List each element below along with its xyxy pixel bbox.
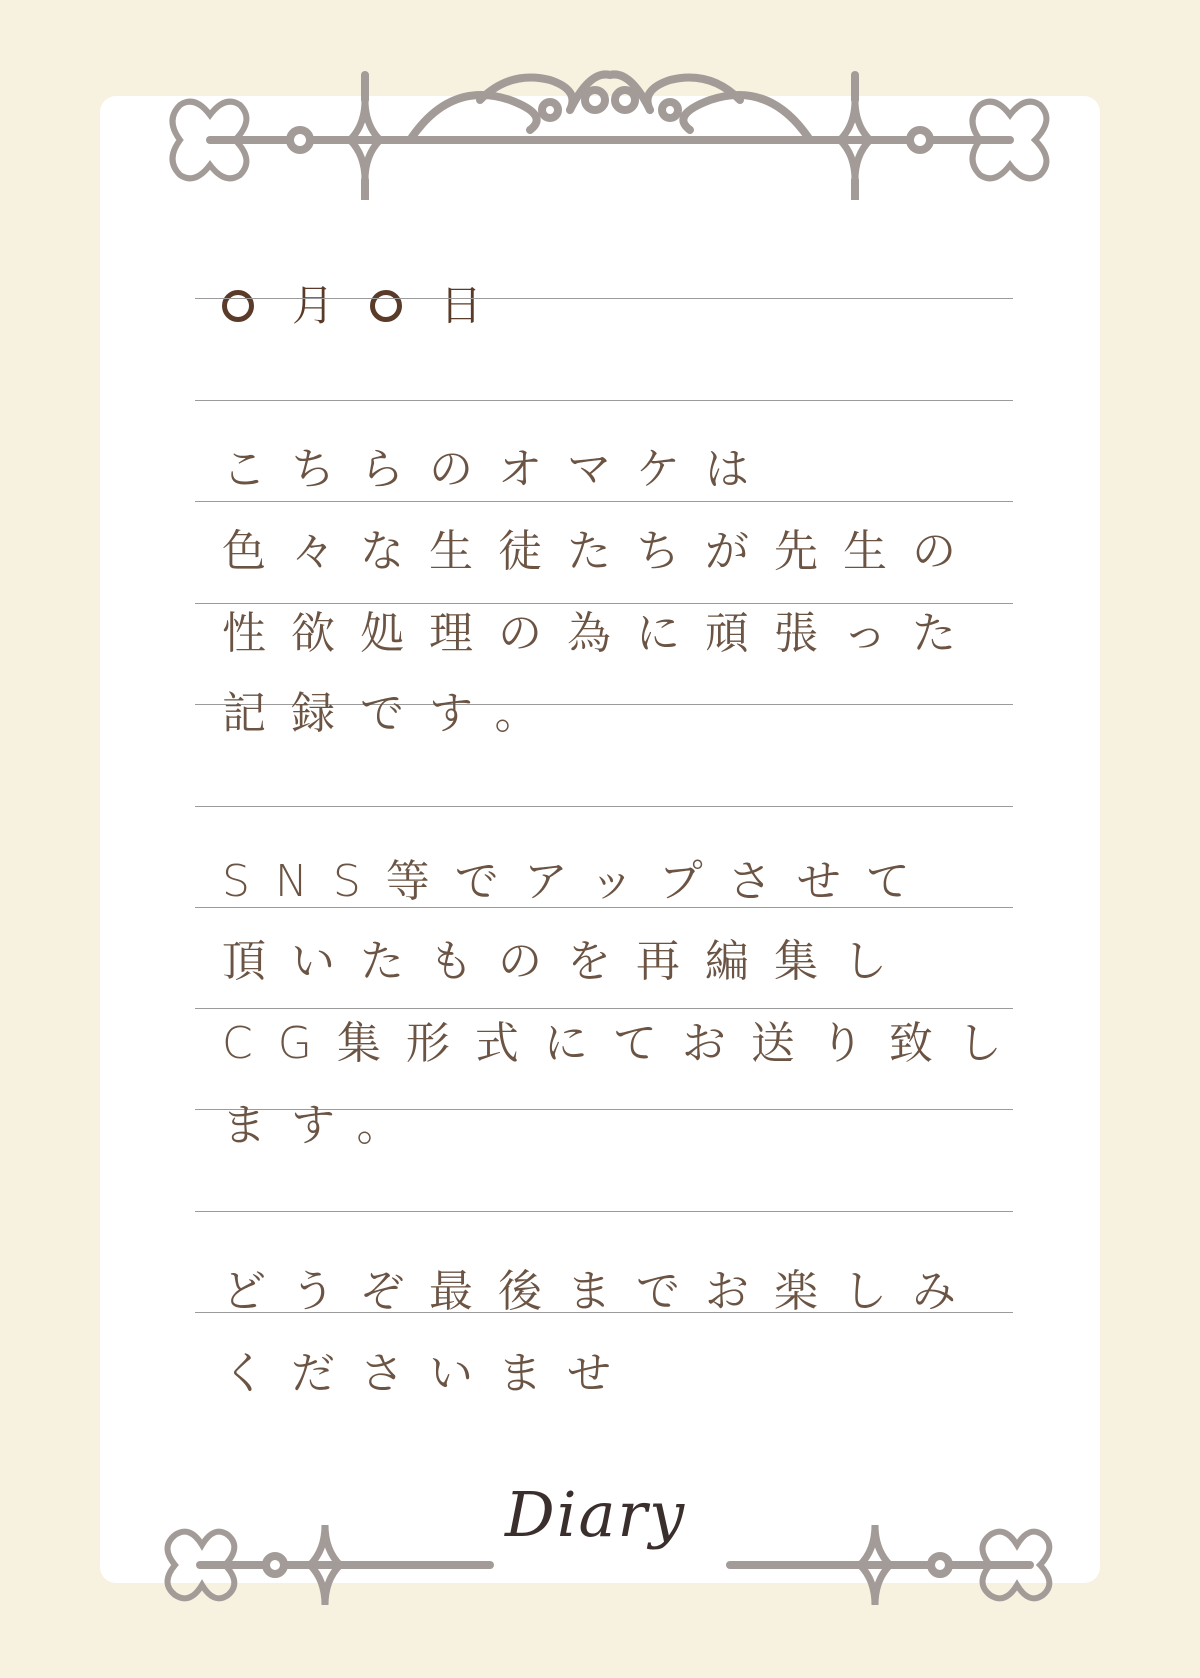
diary-line-1: こちらのオマケは: [222, 444, 774, 495]
diary-line-4: 記録です。: [222, 688, 564, 739]
ruled-line: [195, 806, 1013, 807]
diary-title: Diary: [505, 1478, 687, 1551]
ruled-line: [195, 501, 1013, 502]
diary-line-2: 色々な生徒たちが先生の: [222, 526, 981, 577]
month-label: 月: [292, 281, 335, 330]
diary-line-6: 頂いたものを再編集し: [222, 936, 912, 987]
day-label: 日: [440, 281, 483, 330]
diary-line-3: 性欲処理の為に頑張った: [222, 608, 981, 659]
date-row: [222, 276, 518, 336]
diary-line-5: SNS等でアップさせて: [222, 856, 935, 907]
ruled-line: [195, 1008, 1013, 1009]
ruled-line: [195, 400, 1013, 401]
diary-line-8: ます。: [222, 1100, 426, 1151]
diary-line-7: CG集形式にてお送り致し: [222, 1018, 1027, 1069]
ruled-line: [195, 1211, 1013, 1212]
day-blank-circle: [370, 290, 402, 322]
diary-line-9: どうぞ最後までお楽しみ: [222, 1266, 981, 1317]
top-ornament-icon: [150, 60, 1070, 200]
ruled-line: [195, 298, 1013, 299]
diary-line-10: くださいませ: [222, 1348, 636, 1399]
bottom-ornament-icon: [150, 1515, 1070, 1615]
month-blank-circle: [222, 290, 254, 322]
